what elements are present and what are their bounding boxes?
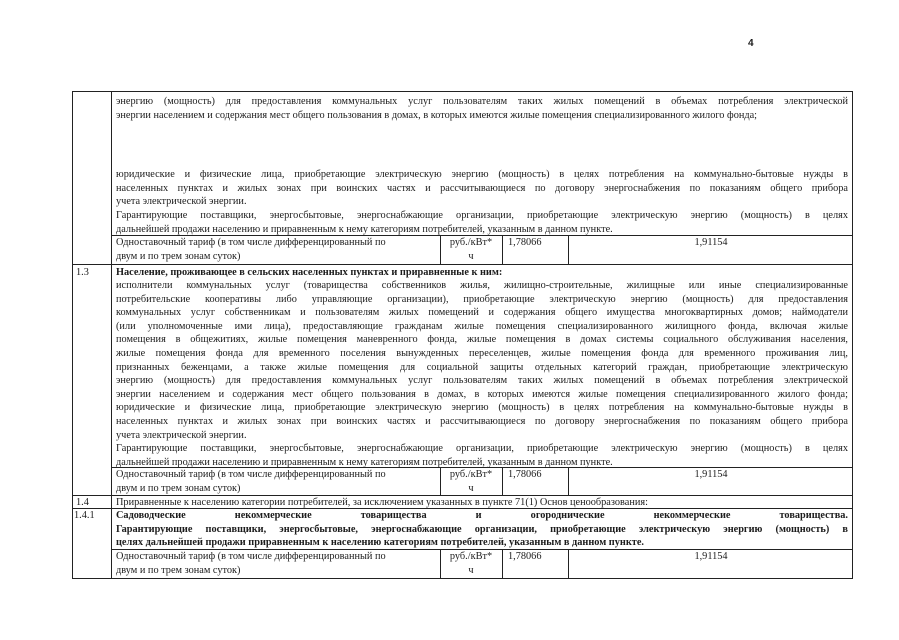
section-number-1-3: 1.3 [76,267,89,278]
tariff-label: Одноставочный тариф (в том числе дифференцированный по двум и по трем зонам суток) [116,469,386,494]
col-divider-unit [440,549,441,578]
section-number-1-4-1: 1.4.1 [74,510,95,521]
table-border-left [72,91,73,578]
col-divider-value2 [568,467,569,495]
tariff-value-2: 1,91154 [694,237,728,248]
tariff-value-1: 1,78066 [508,551,542,562]
tariff-label: Одноставочный тариф (в том числе дифференцированный по двум и по трем зонам суток) [116,237,386,262]
section-1-4-1-body: Садоводческие некоммерческие товарищества и огороднические некоммерческие товарищества. Гарантирующие поставщики, энергосбытовые, энергоснабжающие организации, приобретающие электрическую энергию (мощность) в целях дальнейшей продажи приравненным к населению категориям потребителей, указанным в данном пункте. [116,510,848,549]
col-divider-value [502,467,503,495]
row-border [72,91,853,92]
section-1-2-para2: юридические и физические лица, приобретающие электрическую энергию (мощность) в целях потребления на коммунально-бытовые нужды в населенных пунктах и жилых зонах при воинских частях и рассчитывающиеся по договору энергоснабжения по показаниям общего прибора учета электрической энергии. [116,169,848,208]
col-divider-unit [440,235,441,264]
table-border-right [852,91,853,578]
col-divider-unit [440,467,441,495]
tariff-value-1: 1,78066 [508,237,542,248]
section-1-3-body: исполнители коммунальных услуг (товарищества собственников жилья, жилищно-строительные, жилищные или иные специализированные потребительские кооперативы либо управляющие организации), приобретающие электрическую энергию (мощность) для предоставления коммунальных услуг собственникам и пользователям жилых помещений и содержания общего имущества многоквартирных домов; наймодатели (или уполномоченные ими лица), предоставляющие гражданам жилые помещения специализированного жилищного фонда, включая жилые помещения в общежитиях, жилые помещения маневренного фонда, жилые помещения в домах системы социального обслуживания населения, жилые помещения фонда для временного поселения вынужденных переселенцев, жилые помещения фонда для временного проживания лиц, признанных беженцами, а также жилые помещения для социальной защиты отдельных категорий граждан, приобретающие электрическую энергию (мощность) для предоставления коммунальных услуг пользователям таких жилых помещений в объемах потребления электрической энергии населением и содержания мест общего пользования в домах, в которых имеются жилые помещения специализированного жилого фонда; юридические и физические лица, приобретающие электрическую энергию (мощность) в целях потребления на коммунально-бытовые нужды в населенных пунктах и жилых зонах при воинских частях и рассчитывающиеся по договору энергоснабжения по показаниям общего прибора учета электрической энергии. Гарантирующие поставщики, энергосбытовые, энергоснабжающие организации, приобретающие электрическую энергию (мощность) в целях дальнейшей продажи населению и приравненным к нему категориям потребителей, указанным в данном пункте. [116,280,848,468]
unit-label: руб./кВт* ч [449,237,493,262]
unit-label: руб./кВт* ч [449,469,493,494]
tariff-label: Одноставочный тариф (в том числе дифференцированный по двум и по трем зонам суток) [116,551,386,576]
page-number: 4 [748,38,754,49]
col-divider-value [502,235,503,264]
tariff-value-2: 1,91154 [694,469,728,480]
section-1-3-heading: Население, проживающее в сельских населенных пунктах и приравненные к ним: [116,267,503,278]
row-border [72,578,853,579]
tariff-value-2: 1,91154 [694,551,728,562]
col-divider-value2 [568,235,569,264]
col-divider-number [111,91,112,578]
section-1-2-para3: Гарантирующие поставщики, энергосбытовые, энергоснабжающие организации, приобретающие электрическую энергию (мощность) в целях дальнейшей продажи населению и приравненным к нему категориям потребителей, указанным в данном пункте. [116,210,848,235]
row-border [72,264,853,265]
col-divider-value [502,549,503,578]
tariff-value-1: 1,78066 [508,469,542,480]
section-number-1-4: 1.4 [76,497,89,508]
section-1-2-para1: энергию (мощность) для предоставления коммунальных услуг пользователям таких жилых помещений в объемах потребления электрической энергии населением и содержания мест общего пользования в домах, в которых имеются жилые помещения специализированного жилого фонда; [116,96,848,121]
col-divider-value2 [568,549,569,578]
unit-label: руб./кВт* ч [449,551,493,576]
section-1-4-text: Приравненные к населению категории потребителей, за исключением указанных в пункте 71(1) Основ ценообразования: [116,497,648,508]
